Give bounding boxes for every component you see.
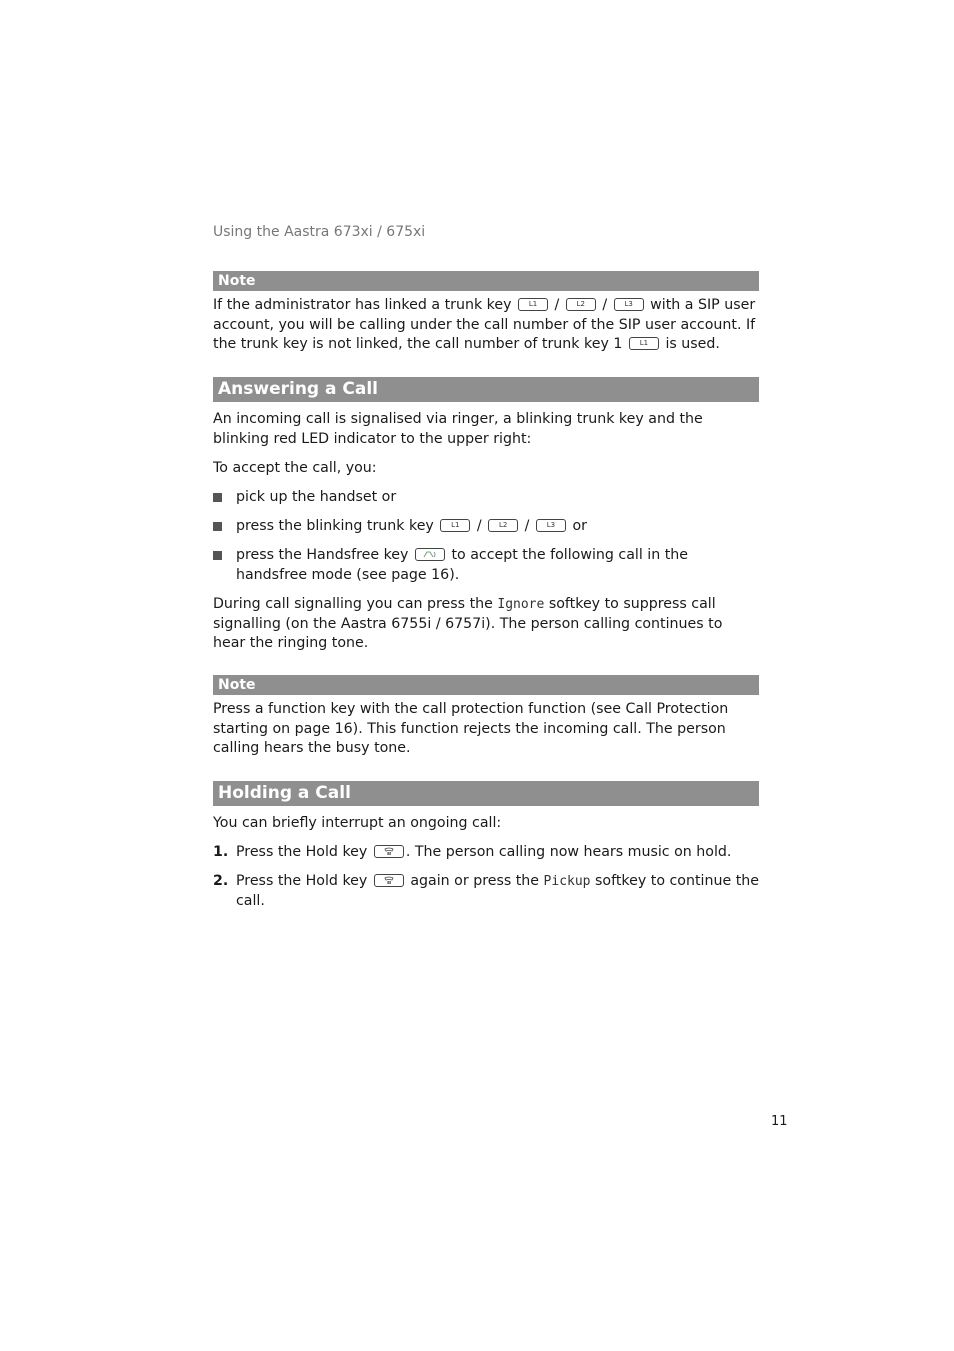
trunk-key-l1-icon: L1 — [518, 298, 548, 311]
list-item: 2. Press the Hold key again or press the Pickup softkey to continue the call. — [213, 873, 759, 909]
list-item: pick up the handset or — [213, 488, 759, 508]
bullet-square-icon — [213, 493, 222, 502]
trunk-key-l1-icon: L1 — [629, 337, 659, 350]
section-holding-call — [213, 781, 759, 911]
trunk-key-l2-icon: L2 — [566, 298, 596, 311]
hold-key-icon — [374, 874, 404, 887]
note-text: Press a function key with the call protection function (see Call Protection starting on page 16). This function rejects the incoming call. The person calling hears the busy tone. — [213, 701, 729, 756]
list-item: 1. Press the Hold key . The person calling now hears music on hold. — [213, 843, 759, 863]
bullet-square-icon — [213, 522, 222, 531]
hold-key-icon — [374, 845, 404, 858]
hold-intro: You can briefly interrupt an ongoing call: — [213, 815, 502, 831]
note-block-protection — [213, 675, 759, 759]
note-label: Note — [213, 675, 759, 695]
bullet-square-icon — [213, 551, 222, 560]
section-answering-call — [213, 377, 759, 654]
list-item: press the blinking trunk key L1 / L2 / L3 or — [213, 517, 759, 537]
trunk-key-l2-icon: L2 — [488, 519, 518, 532]
list-item: press the Handsfree key to accept the following call in the handsfree mode (see page 16). — [213, 546, 759, 585]
note-label: Note — [213, 271, 759, 291]
trunk-key-l3-icon: L3 — [614, 298, 644, 311]
answer-intro: An incoming call is signalised via ringer, a blinking trunk key and the blinking red LED indicator to the upper right: — [213, 411, 703, 447]
softkey-pickup: Pickup — [543, 874, 591, 889]
note-text: If the administrator has linked a trunk key L1 / L2 / L3 with a SIP user account, you will be calling under the call number of the SIP user account. If the trunk key is not linked, the call number of trunk key 1 L1 is used. — [213, 297, 756, 352]
answer-signalling: During call signalling you can press the Ignore softkey to suppress call signalling (on the Aastra 6755i / 6757i). The person calling continues to hear the ringing tone. — [213, 596, 723, 651]
handsfree-key-icon — [415, 548, 445, 561]
page-number: 11 — [771, 1114, 788, 1129]
trunk-key-l3-icon: L3 — [536, 519, 566, 532]
answer-accept: To accept the call, you: — [213, 460, 377, 476]
section-title-answering: Answering a Call — [213, 377, 759, 402]
step-number: 1. — [213, 844, 229, 860]
note-block-trunk — [213, 271, 759, 355]
running-header: Using the Aastra 673xi / 675xi — [213, 224, 426, 240]
step-number: 2. — [213, 873, 229, 889]
section-title-holding: Holding a Call — [213, 781, 759, 806]
trunk-key-l1-icon: L1 — [440, 519, 470, 532]
softkey-ignore: Ignore — [497, 597, 545, 612]
